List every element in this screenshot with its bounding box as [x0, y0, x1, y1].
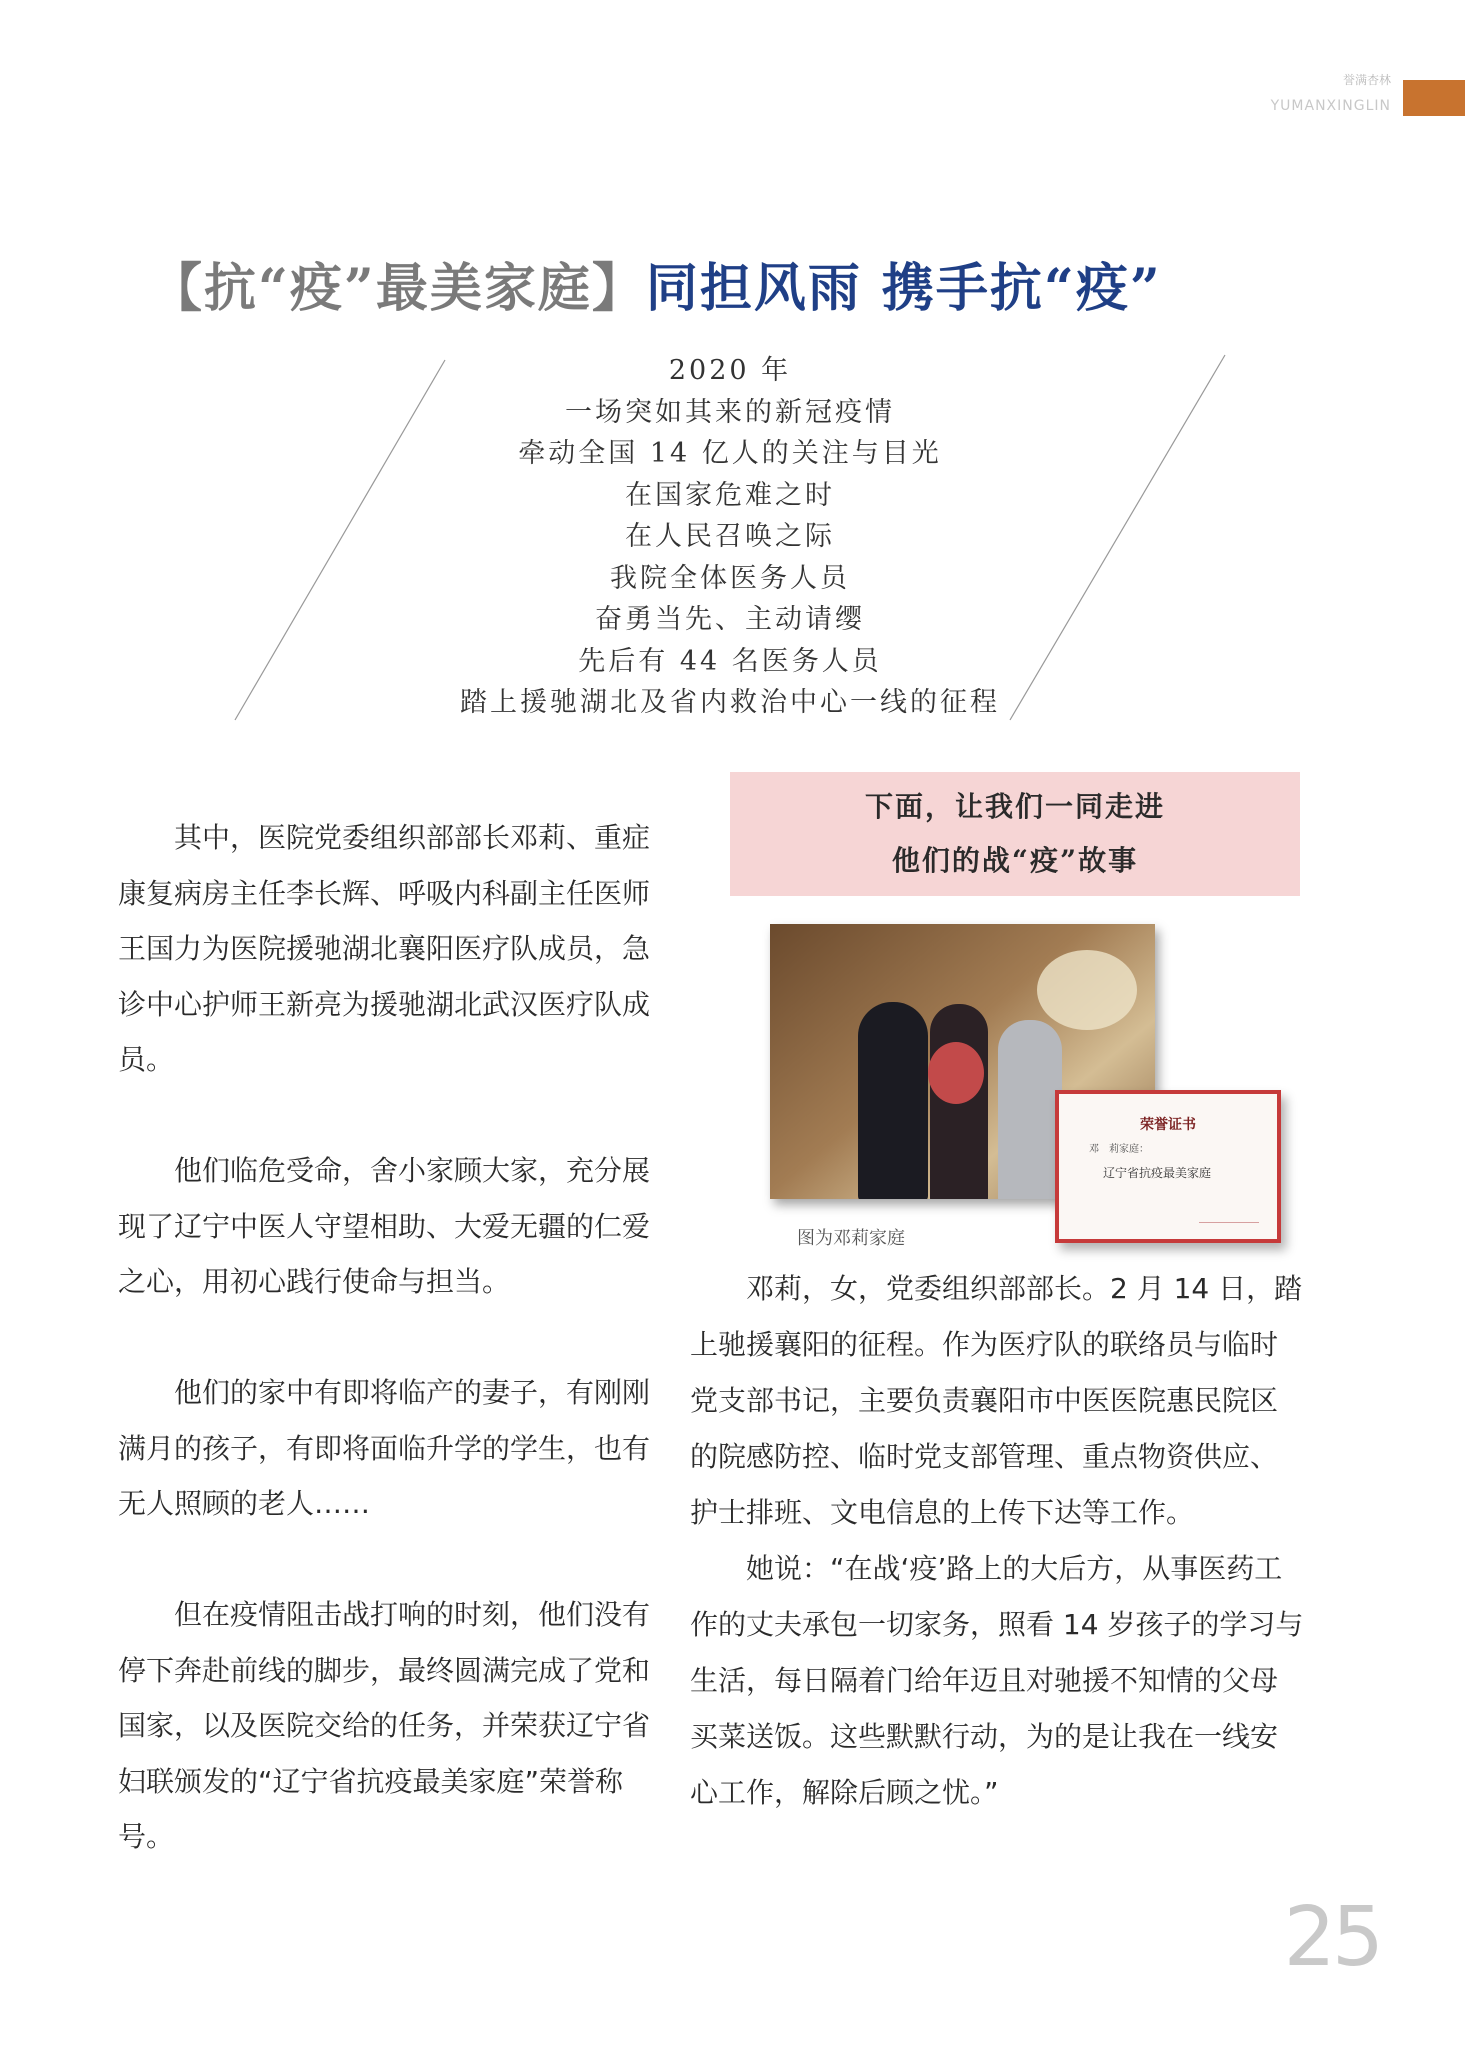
- photo-flower-decor: [1037, 950, 1137, 1030]
- intro-line: 2020 年: [668, 355, 792, 386]
- header-subtitle: YUMANXINGLIN: [1270, 98, 1391, 114]
- photo-bouquet: [928, 1042, 984, 1104]
- header-title: 誉满杏林: [1342, 73, 1391, 87]
- title-tag: 【抗“疫”最美家庭】: [150, 258, 646, 319]
- page-number: 25: [1283, 1890, 1380, 1985]
- left-paragraph: 但在疫情阻击战打响的时刻，他们没有停下奔赴前线的脚步，最终圆满完成了党和国家，以及医院交给的任务，并荣获辽宁省妇联颁发的“辽宁省抗疫最美家庭”荣誉称号。: [118, 1598, 651, 1853]
- right-paragraph: 邓莉，女，党委组织部部长。2 月 14 日，踏上驰援襄阳的征程。作为医疗队的联络员与临时党支部书记，主要负责襄阳市中医医院惠民院区的院感防控、临时党支部管理、重点物资供应、护士排班、文电信息的上传下达等工作。: [690, 1272, 1303, 1529]
- intro-line: 先后有 44 名医务人员: [578, 645, 882, 677]
- intro-line: 在人民召唤之际: [625, 521, 835, 552]
- certificate-signature: [1199, 1200, 1259, 1223]
- honor-certificate: [1055, 1090, 1281, 1243]
- left-paragraph: 其中，医院党委组织部部长邓莉、重症康复病房主任李长辉、呼吸内科副主任医师王国力为医院援驰湖北襄阳医疗队成员，急诊中心护师王新亮为援驰湖北武汉医疗队成员。: [118, 821, 651, 1076]
- intro-line: 奋勇当先、主动请缨: [595, 604, 865, 635]
- right-paragraph: 她说：“在战‘疫’路上的大后方，从事医药工作的丈夫承包一切家务，照看 14 岁孩子的学习与生活，每日隔着门给年迈且对驰援不知情的父母买菜送饭。这些默默行动，为的是让我在一线安心工作，解除后顾之忧。”: [690, 1552, 1304, 1809]
- callout-line: 他们的战“疫”故事: [891, 844, 1139, 877]
- photo-person-son: [998, 1020, 1062, 1199]
- intro-poem: [370, 350, 1090, 724]
- intro-line: 踏上援驰湖北及省内救治中心一线的征程: [460, 687, 1000, 718]
- certificate-honor: 辽宁省抗疫最美家庭: [1103, 1166, 1212, 1180]
- intro-line: 我院全体医务人员: [610, 562, 850, 594]
- certificate-recipient: 邓 莉家庭：: [1089, 1144, 1149, 1155]
- title-main: 同担风雨 携手抗“疫”: [645, 258, 1162, 319]
- left-column: [118, 810, 653, 1920]
- intro-line: 牵动全国 14 亿人的关注与目光: [518, 438, 942, 469]
- left-paragraph: 他们临危受命，舍小家顾大家，充分展现了辽宁中医人守望相助、大爱无疆的仁爱之心，用初心践行使命与担当。: [118, 1154, 651, 1298]
- callout-box: [730, 772, 1300, 896]
- callout-line: 下面，让我们一同走进: [864, 790, 1165, 823]
- certificate-title: 荣誉证书: [1140, 1117, 1196, 1133]
- left-paragraph: 他们的家中有即将临产的妻子，有刚刚满月的孩子，有即将面临升学的学生，也有无人照顾的老人……: [118, 1376, 651, 1520]
- photo-person-father: [858, 1002, 928, 1199]
- photo-caption: 图为邓莉家庭: [797, 1228, 905, 1249]
- right-column: [690, 1261, 1305, 1821]
- intro-line: 在国家危难之时: [625, 479, 835, 511]
- intro-line: 一场突如其来的新冠疫情: [565, 396, 895, 428]
